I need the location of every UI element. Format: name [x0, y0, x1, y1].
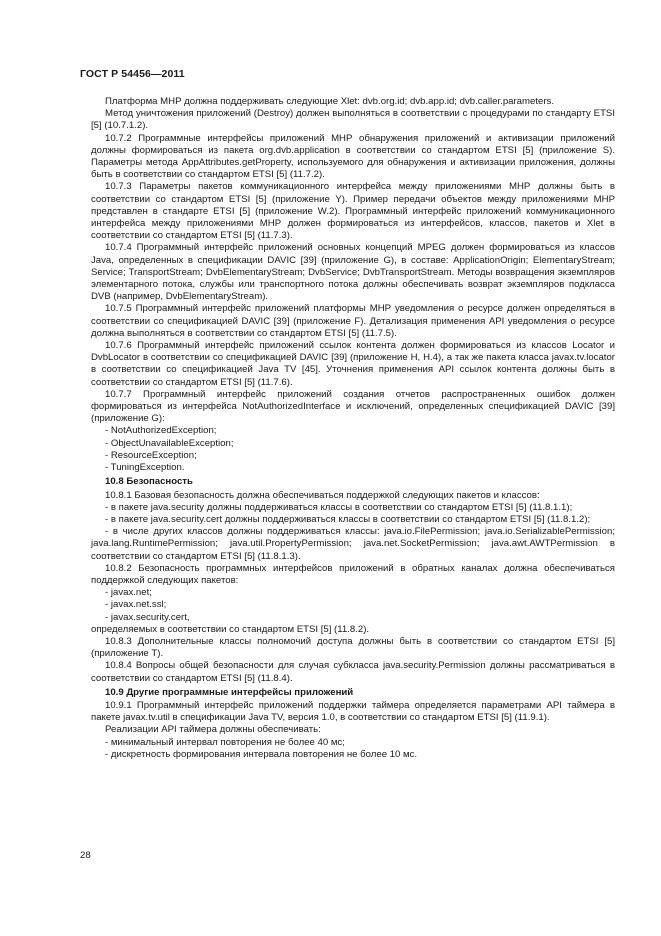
- list-item: - TuningException.: [105, 462, 185, 474]
- paragraph: 10.8.1 Базовая безопасность должна обеспечиваться поддержкой следующих пакетов и классов:: [105, 489, 540, 501]
- document-body: [91, 96, 615, 761]
- list-item: - ObjectUnavailableException;: [105, 437, 234, 449]
- paragraph: - в числе других классов должны поддерживаться классы: java.io.FilePermission; java.io.SerializablePermission; java.lang.RuntimePermission; java.util.PropertyPermission; java.net.SocketPermission; java.awt.AWTPermission в соответствии со стандартом ETSI [5] (11.8.1.3).: [91, 526, 615, 562]
- paragraph: 10.7.2 Программные интерфейсы приложений МНР обнаружения приложений и активизации приложений должны формироваться из пакета org.dvb.application в соответствии со стандартом ETSI [5] (приложение S). Параметры метода AppAttributes.getProperty, используемого для обнаружения и активизации приложения, должны быть в соответствии со стандартом ETSI [5] (11.7.2).: [91, 132, 615, 181]
- paragraph: - в пакете java.security.cert должны поддерживаться классы в соответствии со стандартом ETSI [5] (11.8.1.2);: [105, 513, 591, 525]
- paragraph: 10.7.3 Параметры пакетов коммуникационного интерфейса между приложениями МНР должны быть в соответствии со стандартом ETSI [5] (приложение Y). Пример передачи объектов между приложениями МНР представлен в стандарте ETSI [5] (приложение W.2). Программный интерфейс приложений коммуникационного интерфейса между приложениями МНР должен формироваться из интерфейсов, классов, пакетов и Xlet в соответствии со стандартом ETSI [5] (11.7.3).: [91, 181, 615, 242]
- paragraph: 10.9.1 Программный интерфейс приложений поддержки таймера определяется параметрами API таймера в пакете javax.tv.util в спецификации Java TV, версия 1.0, в соответствии со стандартом ETSI [5] (11.9.1).: [91, 699, 615, 724]
- list-item: - ResourceException;: [105, 449, 197, 461]
- list-item: - NotAuthorizedException;: [105, 425, 217, 437]
- section-heading: 10.9 Другие программные интерфейсы приложений: [105, 686, 354, 698]
- paragraph: 10.7.7 Программный интерфейс приложений создания отчетов распространенных ошибок должен формироваться из интерфейса NotAuthorizedInterface и исключений, определенных спецификацией DAVIC [39] (приложение G):: [91, 388, 615, 425]
- document-header: ГОСТ Р 54456—2011: [80, 68, 185, 80]
- paragraph: 10.7.5 Программный интерфейс приложений платформы МНР уведомления о ресурсе должен определяться в соответствии со спецификацией DAVIC [39] (приложение F). Детализация применения API уведомления о ресурсе должна выполняться в соответствии со стандартом ETSI [5] (11.7.5).: [91, 303, 615, 339]
- paragraph: Платформа МНР должна поддерживать следующие Xlet: dvb.org.id; dvb.app.id; dvb.caller.parameters.: [105, 96, 555, 107]
- list-item: - javax.net;: [105, 587, 152, 599]
- paragraph: 10.7.4 Программный интерфейс приложений основных концепций MPEG должен формироваться из классов Java, определенных в спецификации DAVIC [39] (приложение G), в составе: ApplicationOrigin; ElementaryStream; Service; TransportStream; DvbElementaryStream; DvbService; DvbTransportStream. Методы возвращения экземпляров элементарного потока, службы или транспортного потока должны обеспечивать возврат экземпляров подкласса DVB (например, DvbElementaryStream).: [91, 242, 615, 303]
- page-number: 28: [80, 850, 91, 861]
- paragraph: 10.8.4 Вопросы общей безопасности для случая субкласса java.security.Permission должны рассматриваться в соответствии со стандартом ETSI [5] (11.8.4).: [91, 660, 615, 684]
- paragraph: 10.8.2 Безопасность программных интерфейсов приложений в обратных каналах должна обеспечиваться поддержкой следующих пакетов:: [91, 562, 615, 586]
- list-item: - javax.net.ssl;: [105, 599, 167, 611]
- list-item: - дискретность формирования интервала повторения не более 10 мс.: [105, 748, 418, 760]
- paragraph: - в пакете java.security должны поддерживаться классы в соответствии со стандартом ETSI [5] (11.8.1.1);: [105, 501, 573, 513]
- paragraph: Реализации API таймера должны обеспечивать:: [105, 724, 321, 736]
- list-item: - javax.security.cert,: [105, 611, 190, 623]
- list-item: - минимальный интервал повторения не более 40 мс;: [105, 736, 345, 748]
- paragraph: 10.8.3 Дополнительные классы полномочий доступа должны быть в соответствии со стандартом ETSI [5] (приложение T).: [91, 635, 615, 660]
- paragraph: Метод уничтожения приложений (Destroy) должен выполняться в соответствии с процедурами по стандарту ETSI [5] (10.7.1.2).: [91, 108, 615, 132]
- paragraph: 10.7.6 Программный интерфейс приложений ссылок контента должен формироваться из классов Locator и DvbLocator в соответствии со спецификацией DAVIC [39] (приложение H, H.4), а так же пакета класса javax.tv.locator в соответствии со спецификацией Java TV [45]. Уточнения применения API ссылок контента должны быть в соответствии со стандартом ETSI [5] (11.7.6).: [91, 340, 615, 388]
- paragraph: определяемых в соответствии со стандартом ETSI [5] (11.8.2).: [91, 623, 370, 635]
- section-heading: 10.8 Безопасность: [105, 476, 193, 488]
